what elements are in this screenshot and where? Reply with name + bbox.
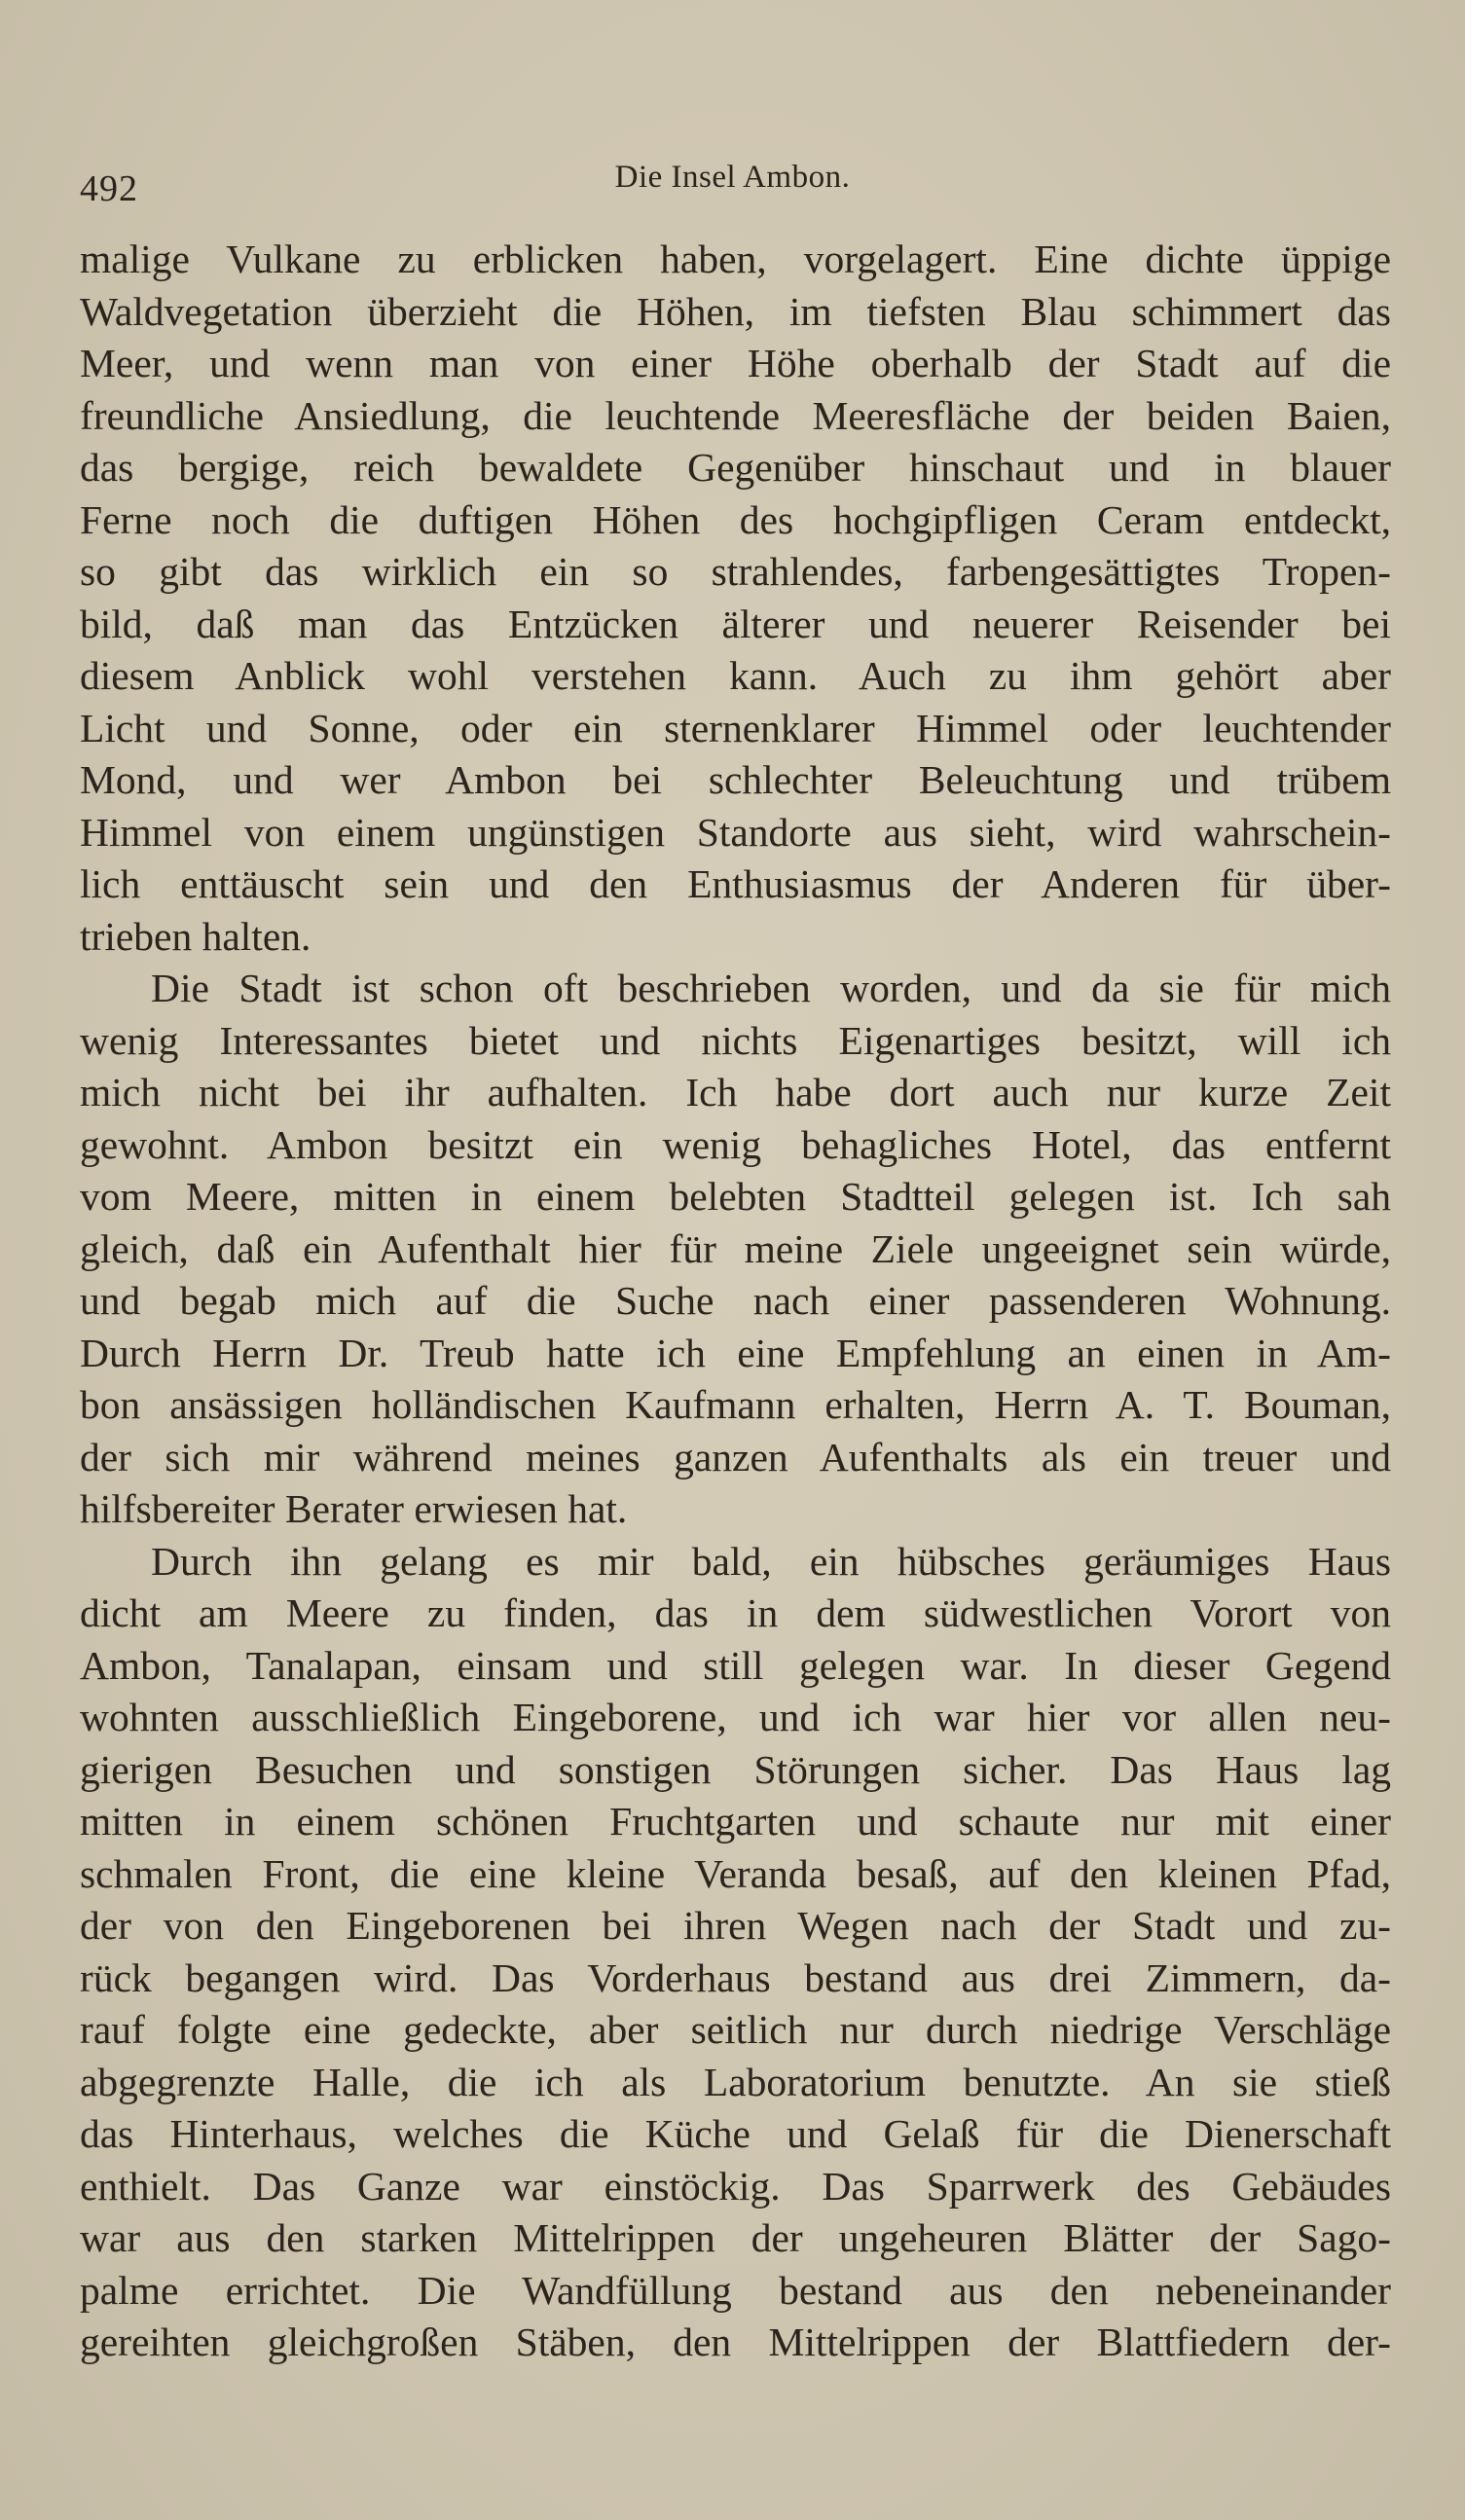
running-title: Die Insel Ambon.	[614, 160, 851, 195]
text-line: wohnten ausschließlich Eingeborene, und ich war hier vor allen neu-	[80, 1695, 1391, 1739]
text-line: Die Stadt ist schon oft beschrieben worden, und da sie für mich	[151, 966, 1391, 1010]
text-line: gewohnt. Ambon besitzt ein wenig behagliches Hotel, das entfernt	[80, 1121, 1391, 1167]
text-line: der von den Eingeborenen bei ihren Wegen nach der Stadt und zu-	[80, 1903, 1391, 1948]
text-line: bild, daß man das Entzücken älterer und neuerer Reisender bei	[80, 601, 1391, 646]
text-line: malige Vulkane zu erblicken haben, vorgelagert. Eine dichte üppige	[80, 237, 1391, 281]
text-line: so gibt das wirklich ein so strahlendes, farbengesättigtes Tropen-	[80, 549, 1391, 594]
text-line: gereihten gleichgroßen Stäben, den Mittelrippen der Blattfiedern der-	[80, 2319, 1391, 2364]
text-line: Durch Herrn Dr. Treub hatte ich eine Empfehlung an einen in Am-	[80, 1330, 1391, 1375]
text-line: palme errichtet. Die Wandfüllung bestand aus den nebeneinander	[80, 2267, 1391, 2313]
text-line: rauf folgte eine gedeckte, aber seitlich nur durch niedrige Verschläge	[80, 2007, 1391, 2052]
text-line: dicht am Meere zu finden, das in dem südwestlichen Vorort von	[80, 1590, 1391, 1635]
text-line: mich nicht bei ihr aufhalten. Ich habe dort auch nur kurze Zeit	[80, 1070, 1391, 1114]
text-line: lich enttäuscht sein und den Enthusiasmus der Anderen für über-	[80, 861, 1391, 906]
page-number: 492	[80, 168, 138, 209]
text-line: vom Meere, mitten in einem belebten Stadtteil gelegen ist. Ich sah	[80, 1174, 1391, 1219]
text-line: und begab mich auf die Suche nach einer passenderen Wohnung.	[80, 1278, 1391, 1323]
text-line: der sich mir während meines ganzen Aufenthalts als ein treuer und	[80, 1434, 1391, 1479]
text-line: abgegrenzte Halle, die ich als Laboratorium benutzte. An sie stieß	[80, 2059, 1391, 2104]
text-line: Waldvegetation überzieht die Höhen, im tiefsten Blau schimmert das	[80, 288, 1391, 334]
text-line: das Hinterhaus, welches die Küche und Gelaß für die Dienerschaft	[80, 2111, 1391, 2156]
text-line: wenig Interessantes bietet und nichts Eigenartiges besitzt, will ich	[80, 1017, 1391, 1063]
body-text	[80, 234, 1391, 2369]
text-line: Himmel von einem ungünstigen Standorte aus sieht, wird wahrschein-	[80, 809, 1391, 855]
running-head	[0, 156, 1465, 214]
text-line: Ambon, Tanalapan, einsam und still gelegen war. In dieser Gegend	[80, 1642, 1391, 1688]
text-line: enthielt. Das Ganze war einstöckig. Das Sparrwerk des Gebäudes	[80, 2163, 1391, 2209]
text-line: das bergige, reich bewaldete Gegenüber hinschaut und in blauer	[80, 445, 1391, 490]
text-line: gleich, daß ein Aufenthalt hier für meine Ziele ungeeignet sein würde,	[80, 1225, 1391, 1271]
text-line: hilfsbereiter Berater erwiesen hat.	[80, 1486, 628, 1531]
paragraph	[80, 234, 1391, 963]
paragraph	[80, 1536, 1391, 2369]
text-line: Licht und Sonne, oder ein sternenklarer Himmel oder leuchtender	[80, 705, 1391, 750]
text-line: Meer, und wenn man von einer Höhe oberhalb der Stadt auf die	[80, 341, 1391, 385]
text-line: schmalen Front, die eine kleine Veranda besaß, auf den kleinen Pfad,	[80, 1850, 1391, 1896]
text-line: trieben halten.	[80, 913, 311, 959]
text-line: freundliche Ansiedlung, die leuchtende Meeresfläche der beiden Baien,	[80, 392, 1391, 438]
text-line: war aus den starken Mittelrippen der ungeheuren Blätter der Sago-	[80, 2215, 1391, 2260]
text-line: gierigen Besuchen und sonstigen Störungen sicher. Das Haus lag	[80, 1746, 1391, 1792]
paragraph	[80, 963, 1391, 1536]
text-line: Ferne noch die duftigen Höhen des hochgipfligen Ceram entdeckt,	[80, 496, 1391, 542]
text-line: Mond, und wer Ambon bei schlechter Beleuchtung und trübem	[80, 757, 1391, 802]
text-line: Durch ihn gelang es mir bald, ein hübsches geräumiges Haus	[151, 1538, 1391, 1584]
text-line: mitten in einem schönen Fruchtgarten und schaute nur mit einer	[80, 1799, 1391, 1844]
text-line: diesem Anblick wohl verstehen kann. Auch zu ihm gehört aber	[80, 653, 1391, 698]
text-line: bon ansässigen holländischen Kaufmann erhalten, Herrn A. T. Bouman,	[80, 1382, 1391, 1427]
text-line: rück begangen wird. Das Vorderhaus bestand aus drei Zimmern, da-	[80, 1954, 1391, 2000]
